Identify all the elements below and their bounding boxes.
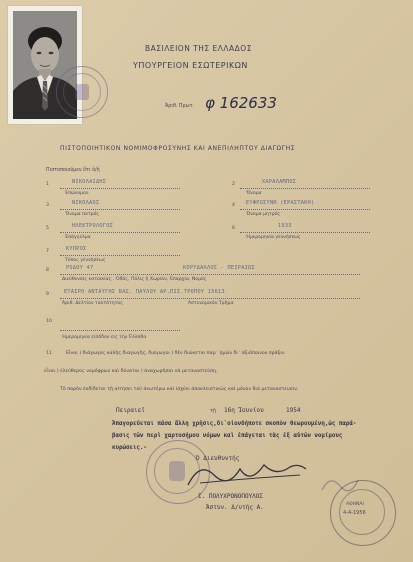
name-value: ΧΑΡΑΛΑΜΠΟΣ — [262, 179, 297, 185]
surname-label: Ἐπώνυμον — [65, 191, 89, 196]
field-number-2: 2 — [232, 182, 235, 187]
handwritten-signature — [180, 455, 310, 495]
validity-line: Τὸ παρὸν ἐκδίδεται τῇ αἰτήσει τοῦ ἀνωτέρω καὶ ἰσχύει ἀποκλειστικῶς καὶ μόνον διὰ μεταναστευσιν. — [60, 387, 299, 392]
certify-label: Πιστοποιοῦμεν ὅτι ὁ/ἡ — [46, 168, 100, 173]
field-number-10: 10 — [46, 319, 52, 324]
ministry-heading: ΥΠΟΥΡΓΕΙΟΝ ΕΣΩΤΕΡΙΚΩΝ — [133, 61, 248, 70]
protocol-number: φ 162633 — [205, 94, 277, 112]
field-number-4: 4 — [232, 203, 235, 208]
postmark-wavy-lines — [320, 470, 360, 500]
surname-value: ΝΙΚΟΛΑΙΔΗΣ — [72, 179, 107, 185]
field-number-3: 3 — [46, 203, 49, 208]
postmark-date: 4-4-1956 — [343, 510, 366, 516]
issue-date: 16η Ἰουνίου — [224, 407, 264, 414]
notice-line-1: Ἀπαγορεύεται πᾶσα ἄλλη χρῆσις,δι᾽οἱονδήποτε σκοπὸν θεωρουμένη,ὡς παρά- — [112, 421, 357, 427]
issue-prefix: τῇ — [210, 409, 216, 414]
director-rank: Ἀστυν. Δ/ντής Α. — [206, 504, 264, 511]
issue-place: Πειραιεῖ — [116, 407, 145, 414]
field-number-8: 8 — [46, 268, 49, 273]
field-number-1: 1 — [46, 182, 49, 187]
field-number-11: 11 — [46, 351, 52, 356]
notice-line-3: κυρώσεις.- — [112, 445, 147, 451]
kingdom-heading: ΒΑΣΙΛΕΙΟΝ ΤΗΣ ΕΛΛΑΔΟΣ — [145, 44, 252, 53]
birthdate-value: 1933 — [278, 223, 292, 229]
birthplace-label: Τόπος γεννήσεως — [65, 258, 106, 263]
postmark-label: ΑΘΗΝΑΙ — [346, 502, 364, 507]
notice-line-2: βασις τῶν περὶ χαρτοσήμου νόμων καὶ ἐπάγεται τὰς ἐξ αὐτῶν νομίμους — [112, 433, 343, 439]
entry-date-label: Ἡμερομηνία εἰσόδου εἰς τὴν Ἑλλάδα — [62, 335, 147, 340]
id-value: ΕΤΑΙΡΟ ΑΝΤΑΥΓΗΣ ΒΑΣ. ΠΑΥΛΟΥ ΑΡ.ΠΙΣ.ΤΡΟΠΟΥ 15613 — [64, 289, 225, 295]
father-value: ΝΙΚΟΛΑΟΣ — [72, 200, 100, 206]
birthdate-label: Ἡμερομηνία γεννήσεως — [246, 235, 301, 240]
director-name: Ι. ΠΟΛΥΧΡΟΝΟΠΟΥΛΟΣ — [198, 493, 264, 500]
birthplace-value: ΚΥΠΡΟΣ — [66, 246, 87, 252]
profession-value: ΗΛΕΚΤΡΟΛΟΓΟΣ — [72, 223, 114, 229]
issue-year: 1954 — [286, 407, 301, 414]
director-role: Ὁ Διευθυντής — [196, 455, 240, 462]
mother-label: Ὄνομα μητρός — [246, 212, 281, 217]
document-title: ΠΙΣΤΟΠΟΙΗΤΙΚΟΝ ΝΟΜΙΜΟΦΡΟΣΥΝΗΣ ΚΑΙ ΑΝΕΠΙΛΗΠΤΟΥ ΔΙΑΓΩΓΗΣ — [60, 145, 296, 152]
freedom-line: εἶναι ) ἐλεύθερος νομόφρων καὶ δύναται ) ἀναχωρῆσαι νὰ μεταναστεύσῃ. — [44, 369, 218, 374]
profession-label: Ἐπάγγελμα — [65, 235, 91, 240]
police-dept-label: Ἀστυνομικὸν Τμῆμα — [188, 301, 234, 306]
id-label: Ἀριθ. Δελτίου ταυτότητος — [62, 301, 123, 306]
mother-value: ΕΥΦΡΟΣΥΝΗ (ΕΡΑΣΤΑΚΗ) — [246, 200, 315, 206]
address-city-value: ΚΟΡΥΔΑΛΛΟΣ - ΠΕΙΡΑΙΩΣ — [183, 265, 255, 271]
field-number-5: 5 — [46, 226, 49, 231]
photo-seal-stamp — [56, 66, 108, 118]
field-number-6: 6 — [232, 226, 235, 231]
field-number-7: 7 — [46, 249, 49, 254]
father-label: Ὄνομα πατρός — [65, 212, 100, 217]
name-label: Ὄνομα — [246, 191, 262, 196]
address-street-value: ΡΟΔΟΥ 47 — [66, 265, 94, 271]
protocol-label: Ἀριθ. Πρωτ. — [165, 104, 195, 109]
field-number-9: 9 — [46, 292, 49, 297]
address-label: Διεύθυνσις κατοικίας . Ὁδός, Πόλις ἢ Χωρίον, Ἐπαρχία, Νομός — [62, 277, 207, 282]
conduct-line: Εἶναι ) διάγωγος καλῆς διαγωγῆς, διάγωγοι ) δὲν διώκεται παρ᾽ ἡμῶν δι᾽ ἀξιόποινον πρᾶξιν — [66, 351, 285, 356]
